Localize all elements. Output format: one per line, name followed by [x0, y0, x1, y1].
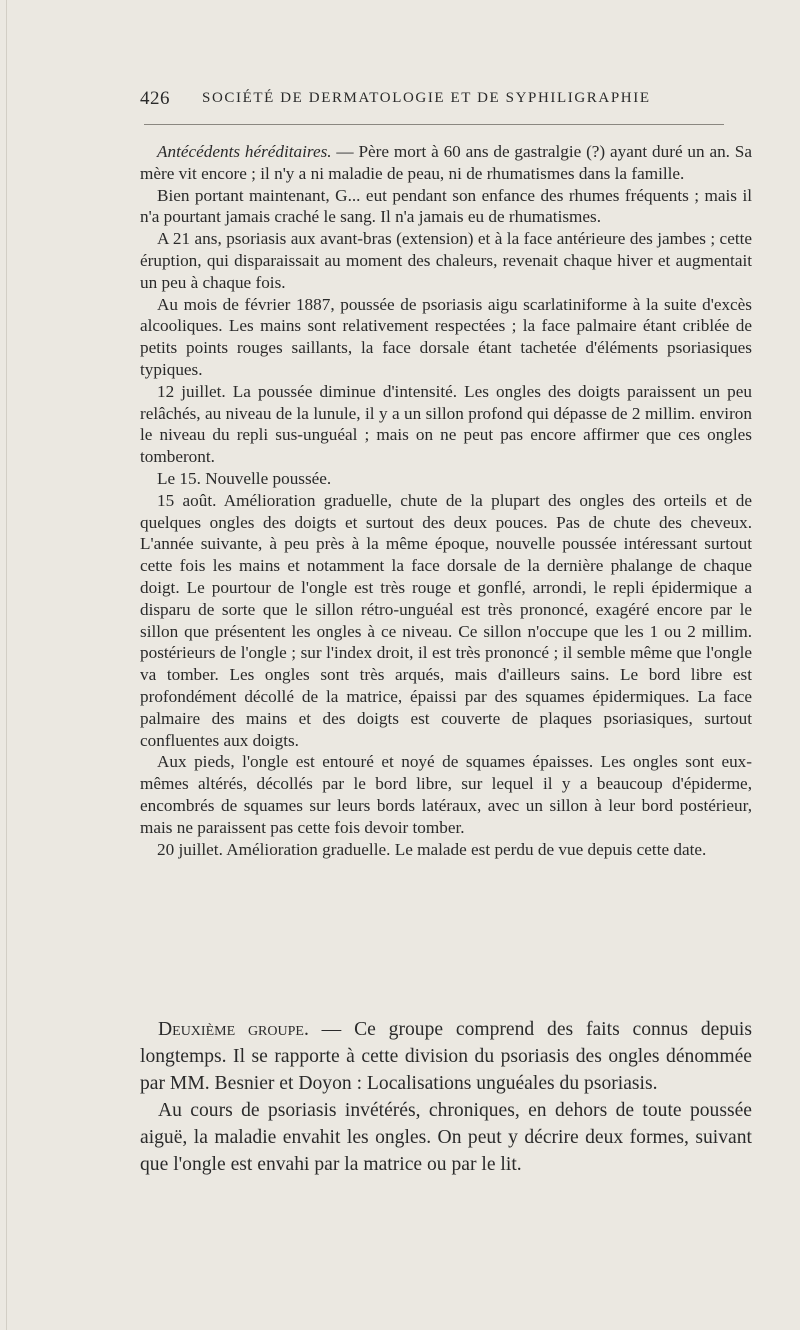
paragraph: Bien portant maintenant, G... eut pendant son enfance des rhumes fréquents ; mais il n'a pourtant jamais craché le sang. Il n'a jamais eu de rhumatismes. — [140, 185, 752, 227]
paragraph: A 21 ans, psoriasis aux avant-bras (extension) et à la face antérieure des jambes ; cette éruption, qui disparaissait au moment des chaleurs, revenait chaque hiver et augmentait un peu à chaque fois. — [140, 229, 752, 292]
header-rule — [144, 124, 724, 125]
paragraph: 12 juillet. La poussée diminue d'intensité. Les ongles des doigts paraissent un peu relâchés, au niveau de la lunule, il y a un sillon profond qui dépasse de 2 millim. environ le niveau du repli sus-unguéal ; mais on ne peut pas encore affirmer que ces ongles tomberont. — [140, 381, 752, 467]
running-title: SOCIÉTÉ DE DERMATOLOGIE ET DE SYPHILIGRAPHIE — [202, 90, 651, 106]
lead-text: — Père mort à 60 ans de gastralgie (?) ayant duré un an. Sa mère vit encore ; il n'y a ni maladie de peau, ni de rhumatismes dans la famille. — [140, 142, 752, 183]
section-intro: — Ce groupe comprend des faits connus depuis longtemps. Il se rapporte à cette division du psoriasis des ongles dénommée par MM. Besnier et Doyon : Localisations unguéales du psoriasis. — [140, 1019, 752, 1094]
paragraph — [140, 141, 752, 185]
page-number: 426 — [140, 88, 170, 109]
section-heading: Deuxième groupe. — [158, 1019, 309, 1040]
running-header — [140, 88, 752, 114]
second-group-text — [140, 1016, 752, 1178]
case-report-text — [140, 141, 752, 860]
paragraph: 20 juillet. Amélioration graduelle. Le malade est perdu de vue depuis cette date. — [157, 839, 707, 859]
page-edge-shadow — [6, 0, 7, 1330]
paragraph: Au mois de février 1887, poussée de psoriasis aigu scarlatiniforme à la suite d'excès alcooliques. Les mains sont relativement respectées ; la face palmaire étant criblée de petits points rouges saillants, la face dorsale étant tachetée d'éléments psoriasiques typiques. — [140, 294, 752, 379]
paragraph — [140, 1016, 752, 1097]
paragraph: Aux pieds, l'ongle est entouré et noyé de squames épaisses. Les ongles sont eux-mêmes altérés, décollés par le bord libre, sur lequel il y a beaucoup d'épiderme, encombrés de squames sur leurs bords latéraux, avec un sillon à leur bord postérieur, mais ne paraissent pas cette fois devoir tomber. — [140, 752, 752, 837]
paragraph: 15 août. Amélioration graduelle, chute de la plupart des ongles des orteils et de quelques ongles des doigts et surtout des deux pouces. Pas de chute des cheveux. L'année suivante, à peu près à la même époque, nouvelle poussée intéressant surtout cette fois les mains et notamment la face dorsale de la dernière phalange de chaque doigt. Le pourtour de l'ongle est très rouge et gonflé, arrondi, le repli épidermique a disparu de sorte que le sillon rétro-unguéal est très prononcé, exagéré encore par le sillon que présentent les ongles à ce niveau. Ce sillon n'occupe que les 1 ou 2 millim. postérieurs de l'ongle ; sur l'index droit, il est très prononcé ; il semble même que l'ongle va tomber. Les ongles sont très arqués, mais d'ailleurs sains. Le bord libre est profondément décollé de la matrice, épaissi par des squames épidermiques. La face palmaire des mains et des doigts est couverte de plaques psoriasiques, surtout confluentes aux doigts. — [140, 490, 752, 750]
lead-heading: Antécédents héréditaires. — [157, 142, 332, 161]
paragraph: Au cours de psoriasis invétérés, chroniques, en dehors de toute poussée aiguë, la maladie envahit les ongles. On peut y décrire deux formes, suivant que l'ongle est envahi par la matrice ou par le lit. — [140, 1100, 752, 1175]
paragraph: Le 15. Nouvelle poussée. — [157, 468, 332, 488]
